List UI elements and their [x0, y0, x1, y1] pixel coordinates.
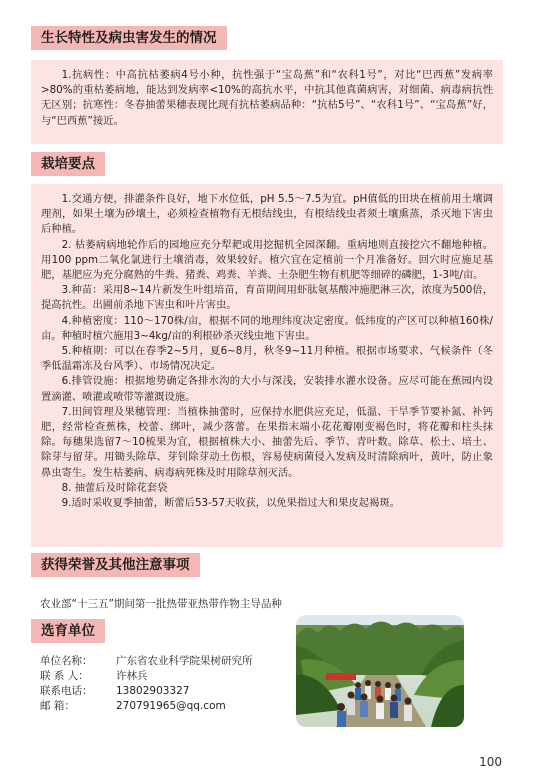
- honors-text: 农业部“十三五”期间第一批热带亚热带作物主导品种: [40, 598, 282, 610]
- cultivation-paragraph-3: 3.种苗：采用8~14片新发生叶组培苗，育苗期间用虾肽氨基酸冲施肥淋三次，浓度为500倍，提高抗性。出圃前杀地下害虫和叶片害虫。: [41, 284, 493, 312]
- cultivation-paragraph-8: 8. 抽蕾后及时除花套袋: [61, 481, 168, 494]
- cultivation-paragraph-6: 6.排管设施：根据地势确定各排水沟的大小与深浅，安装排水灌水设备。应尽可能在蕉园内设置滴灌、喷灌或喷带等灌溉设施。: [41, 375, 493, 403]
- section-heading-honors: 获得荣誉及其他注意事项: [31, 553, 200, 577]
- cultivation-paragraph-1: 1.交通方便，排灌条件良好，地下水位低，pH 5.5～7.5为宜。pH值低的田块在植前用土壤调理剂，如果土壤为砂壤土，必须检查植物有无根结线虫，有根结线虫者须土壤熏蒸，杀灭地下害虫后种植。: [41, 193, 493, 236]
- unit-row-value: 270791965@qq.com: [116, 700, 226, 712]
- unit-row-value: 广东省农业科学院果树研究所: [116, 655, 253, 667]
- unit-row-label: 单位名称：: [40, 655, 93, 667]
- unit-row-contact: [40, 668, 148, 683]
- section-heading-unit: 选育单位: [31, 619, 105, 643]
- banana-field-photo: [296, 615, 464, 727]
- unit-row-value: 许林兵: [116, 670, 148, 682]
- growth-content-box: [31, 60, 503, 144]
- unit-row-phone: [40, 683, 190, 698]
- section-heading-cultivation: 栽培要点: [31, 152, 105, 176]
- cultivation-paragraph-2: 2. 枯萎病病地轮作后的园地应充分犁耙或用挖掘机全园深翻。重病地则直接挖穴不翻地种植。用100 ppm二氧化氯进行土壤消毒，效果较好。植穴宜在定植前一个月准备好。回穴时应施足基肥，基肥应为充分腐熟的牛粪、猪粪、鸡粪、羊粪、土杂肥生物有机肥等细碎的磷肥，1-3吨/亩。: [41, 238, 493, 282]
- cultivation-paragraph-5: 5.种植期：可以在春季2~5月，夏6~8月，秋冬9~11月种植。根据市场要求、气候条件（冬季低温霜冻及台风季）、市场情况决定。: [41, 345, 493, 373]
- cultivation-paragraph-7: 7.田间管理及果穗管理：当植株抽蕾时，应保持水肥供应充足，低温、干旱季节要补氮、补钙肥，经常检查蕉株，校蕾、绑叶，减少落蕾。在果指末端小花花瓣刚变褐色时，将花瓣和柱头抹除。每穗果选留7～10梳果为宜，根据植株大小、抽蕾先后、季节、青叶数。除草、松土、培土、除芽与留芽。用锄头除草、芽钊除芽动土伤根，容易使病菌侵入发病及时清除病叶，黄叶，防止象鼻虫寄生。发生枯萎病、病毒病死株及时用除草剂灭活。: [41, 405, 493, 479]
- cultivation-paragraph-9: 9.适时采收夏季抽蕾，断蕾后53-57天收获，以免果指过大和果皮起褐斑。: [61, 497, 400, 510]
- page-number: 100: [479, 755, 502, 769]
- banana-field-illustration: [296, 615, 464, 727]
- growth-paragraph: 1.抗病性：中高抗枯萎病4号小种，抗性强于“宝岛蕉”和“农科1号”，对比“巴西蕉”发病率>80%的重枯萎病地，能达到发病率<10%的高抗水平，中抗其他真菌病害，对细菌、病毒病抗性无区别；抗寒性：冬春抽蕾果穗表现比现有抗枯萎病品种：“抗枯5号”、“农科1号”、“宝岛蕉”好，与“巴西蕉”接近。: [41, 69, 493, 127]
- unit-row-email: [40, 698, 226, 713]
- unit-row-label: 联系电话：: [40, 685, 93, 697]
- section-heading-growth: 生长特性及病虫害发生的情况: [31, 26, 227, 50]
- unit-row-label: 联 系 人：: [40, 670, 89, 682]
- unit-row-value: 13802903327: [116, 685, 190, 697]
- unit-row-label: 邮 箱：: [40, 700, 75, 712]
- cultivation-content-box: [31, 184, 503, 547]
- cultivation-paragraph-4: 4.种植密度：110～170株/亩，根据不同的地理纬度决定密度。低纬度的产区可以种植160株/亩。种植时植穴施用3~4kg/亩的利根砂杀灭线虫地下害虫。: [41, 314, 493, 342]
- unit-row-name: [40, 653, 253, 668]
